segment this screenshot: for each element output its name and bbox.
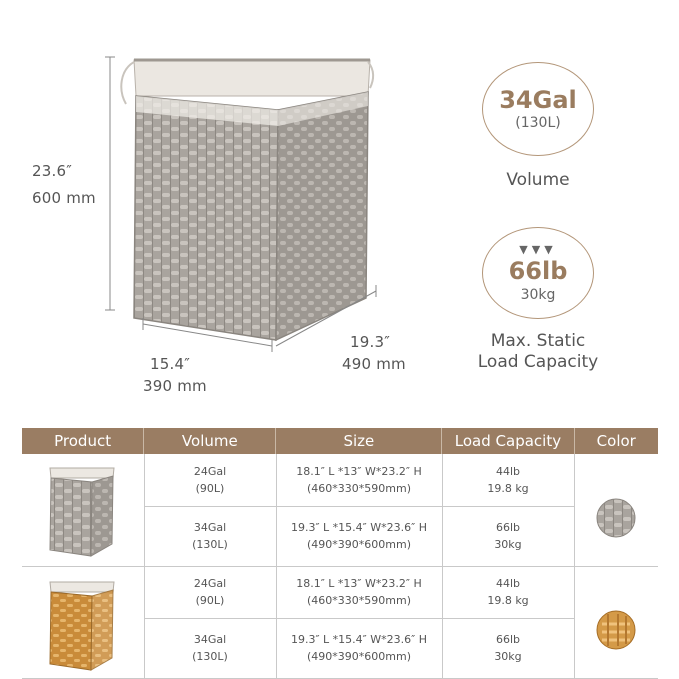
table-header	[22, 428, 658, 454]
spec-table	[22, 428, 658, 678]
height-mm: 600 mm	[32, 189, 96, 207]
depth-mm: 390 mm	[143, 377, 207, 395]
load-caption-line2: Load Capacity	[477, 352, 599, 373]
hamper-illustration	[0, 40, 470, 400]
height-inches: 23.6″	[32, 162, 73, 180]
load-sub: 30kg	[520, 286, 556, 303]
down-arrows-icon: ▼▼▼	[519, 243, 557, 257]
volume-sub: (130L)	[515, 115, 561, 132]
table-row: 34Gal (130L) 19.3″ L *15.4″ W*23.6″ H (490*390*600mm) 66lb 30kg	[192, 632, 522, 663]
header-load: Load Capacity	[442, 428, 574, 454]
load-caption-line1: Max. Static	[490, 331, 586, 351]
natural-hamper-thumbnail	[46, 578, 118, 674]
header-size: Size	[276, 428, 442, 454]
load-badge	[482, 227, 594, 319]
header-volume: Volume	[144, 428, 276, 454]
grey-color-swatch[interactable]	[596, 498, 636, 538]
header-product: Product	[22, 428, 144, 454]
load-caption	[462, 331, 614, 374]
volume-value: 34Gal	[499, 85, 577, 114]
load-value: 66lb	[508, 257, 568, 286]
natural-color-swatch[interactable]	[596, 610, 636, 650]
header-color: Color	[596, 432, 636, 450]
table-row: 34Gal (130L) 19.3″ L *15.4″ W*23.6″ H (490*390*600mm) 66lb 30kg	[192, 520, 522, 551]
width-mm: 490 mm	[342, 355, 406, 373]
table-row: 24Gal (90L) 18.1″ L *13″ W*23.2″ H (460*330*590mm) 44lb 19.8 kg	[193, 464, 529, 495]
table-body	[22, 454, 658, 678]
width-inches: 19.3″	[350, 333, 391, 351]
table-row: 24Gal (90L) 18.1″ L *13″ W*23.2″ H (460*330*590mm) 44lb 19.8 kg	[193, 576, 529, 607]
volume-badge	[482, 62, 594, 156]
depth-inches: 15.4″	[150, 355, 191, 373]
volume-caption: Volume	[506, 170, 570, 190]
grey-hamper-thumbnail	[46, 464, 118, 560]
